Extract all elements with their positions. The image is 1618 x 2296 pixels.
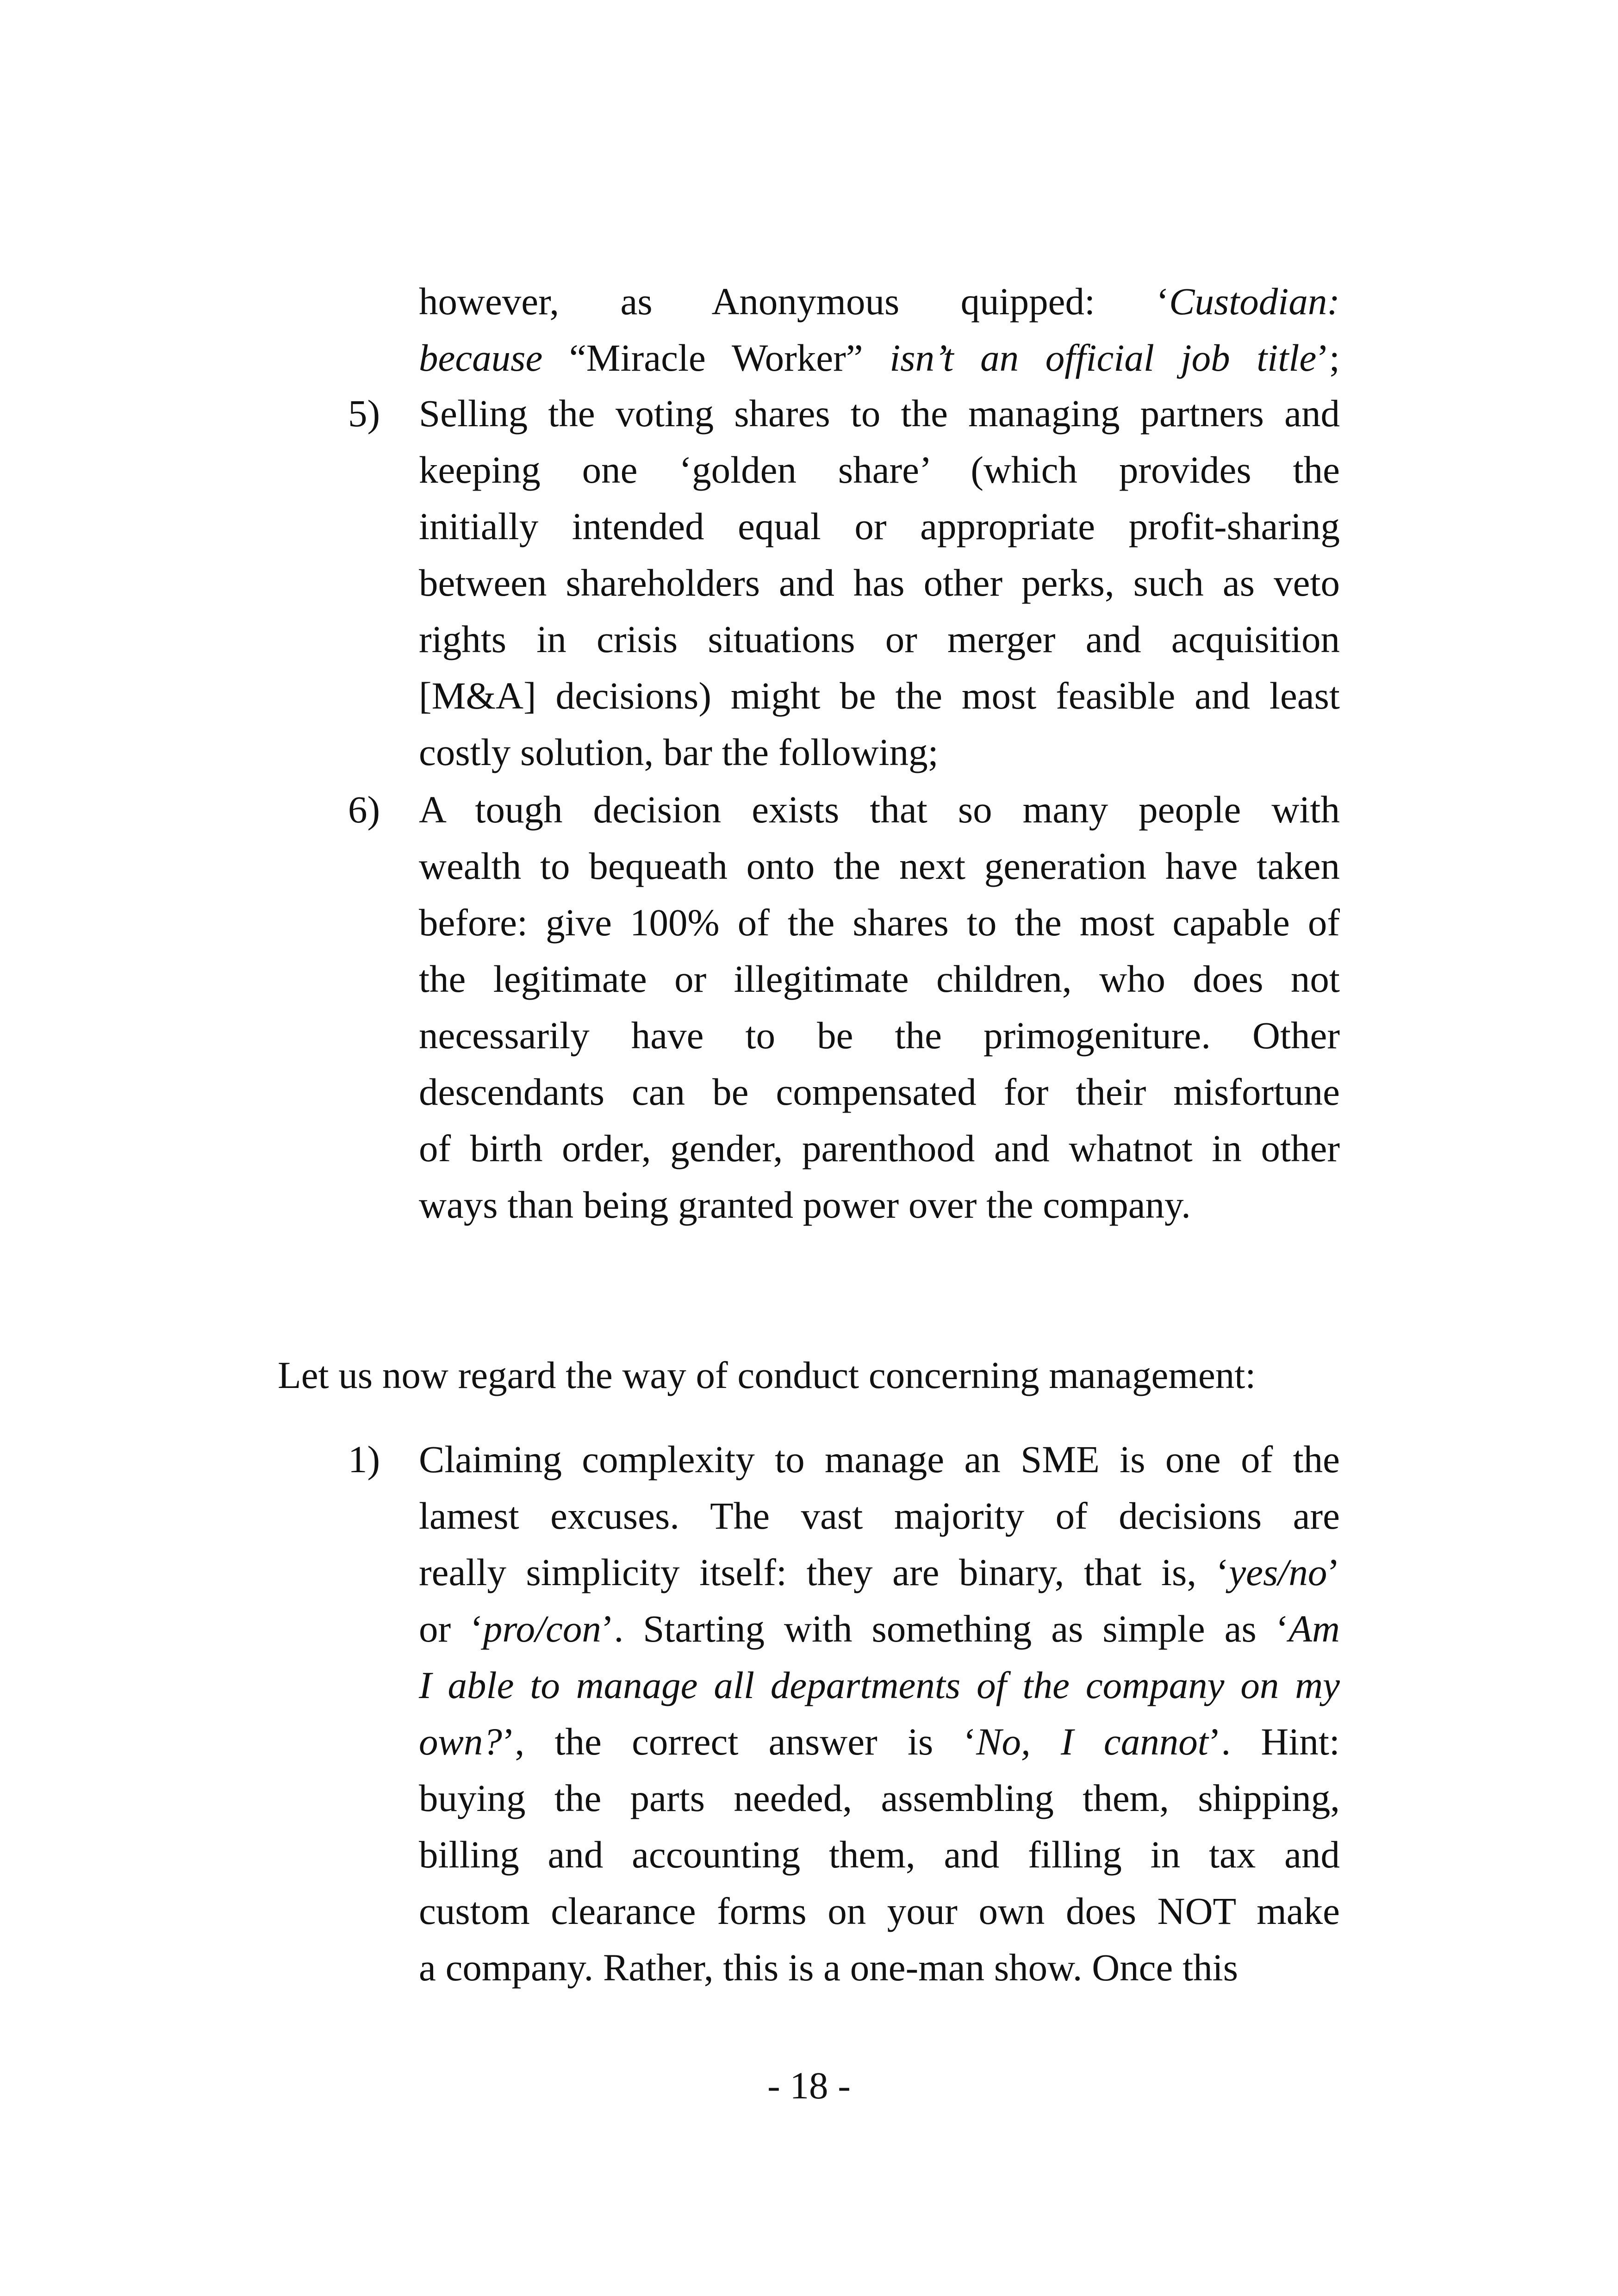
- text-segment: ’;: [1316, 336, 1340, 379]
- text-line: [419, 838, 1340, 894]
- italic-text: Am: [1288, 1607, 1340, 1650]
- italic-text: own?: [419, 1720, 502, 1763]
- text-segment: buying the parts needed, assembling them, shipping,: [419, 1777, 1340, 1819]
- text-line: [419, 442, 1340, 498]
- text-line: [419, 894, 1340, 951]
- text-segment: initially intended equal or appropriate profit-sharing: [419, 505, 1340, 548]
- text-line: [419, 498, 1340, 554]
- text-segment: wealth to bequeath onto the next generation have taken: [419, 845, 1340, 887]
- text-line: [419, 554, 1340, 611]
- text-segment: ’. Starting with something as simple as ‘: [601, 1607, 1289, 1650]
- italic-text: I able to manage all departments of the company on my: [419, 1664, 1340, 1706]
- italic-text: because: [419, 336, 543, 379]
- text-line: [419, 1600, 1340, 1657]
- italic-text: pro/con: [483, 1607, 601, 1650]
- text-segment: ’, the correct answer is ‘: [502, 1720, 977, 1763]
- text-segment: Claiming complexity to manage an SME is one of the: [419, 1438, 1340, 1481]
- text-line: [419, 1176, 1340, 1233]
- list-number: 1): [348, 1438, 380, 1481]
- italic-text: No, I cannot: [976, 1720, 1208, 1763]
- text-line: [419, 1713, 1340, 1770]
- text-segment: lamest excuses. The vast majority of decisions are: [419, 1494, 1340, 1537]
- text-segment: necessarily have to be the primogeniture. Other: [419, 1014, 1340, 1057]
- text-segment: ’. Hint:: [1208, 1720, 1340, 1763]
- text-segment: or ‘: [419, 1607, 483, 1650]
- text-segment: ’: [1327, 1551, 1340, 1593]
- text-line: [419, 951, 1340, 1007]
- text-segment: keeping one ‘golden share’ (which provides the: [419, 448, 1340, 491]
- text-line: [419, 1007, 1340, 1064]
- text-segment: Selling the voting shares to the managing partners and: [419, 392, 1340, 435]
- text-segment: rights in crisis situations or merger and acquisition: [419, 618, 1340, 660]
- italic-text: isn’t an official job title: [890, 336, 1317, 379]
- text-segment: [M&A] decisions) might be the most feasible and least: [419, 674, 1340, 717]
- text-segment: descendants can be compensated for their misfortune: [419, 1070, 1340, 1113]
- text-line: [419, 781, 1340, 838]
- text-segment: billing and accounting them, and filling in tax and: [419, 1833, 1340, 1876]
- text-segment: ways than being granted power over the company.: [419, 1183, 1191, 1226]
- text-line: [419, 1826, 1340, 1883]
- intro-paragraph: Let us now regard the way of conduct concerning management:: [278, 1354, 1256, 1396]
- text-line: [419, 724, 1340, 780]
- italic-text: yes/no: [1229, 1551, 1327, 1593]
- list-number: 5): [348, 392, 380, 435]
- text-segment: between shareholders and has other perks, such as veto: [419, 561, 1340, 604]
- text-segment: really simplicity itself: they are binary, that is, ‘: [419, 1551, 1229, 1593]
- text-line: [419, 385, 1340, 442]
- text-line: [419, 667, 1340, 724]
- list-number: 6): [348, 788, 380, 831]
- text-line: [419, 330, 1340, 386]
- text-segment: A tough decision exists that so many people with: [419, 788, 1340, 831]
- text-line: [419, 611, 1340, 667]
- text-line: [419, 1064, 1340, 1120]
- text-line: [419, 1120, 1340, 1176]
- text-segment: a company. Rather, this is a one-man show. Once this: [419, 1946, 1238, 1989]
- text-segment: the legitimate or illegitimate children, who does not: [419, 958, 1340, 1000]
- text-line: [419, 1883, 1340, 1939]
- text-line: [419, 1431, 1340, 1487]
- text-line: [419, 273, 1340, 330]
- text-segment: of birth order, gender, parenthood and whatnot in other: [419, 1127, 1340, 1170]
- text-segment: costly solution, bar the following;: [419, 731, 939, 773]
- text-line: [419, 1770, 1340, 1826]
- italic-text: Custodian:: [1169, 280, 1340, 323]
- text-segment: “Miracle Worker”: [542, 336, 890, 379]
- text-line: [419, 1487, 1340, 1544]
- text-segment: before: give 100% of the shares to the most capable of: [419, 901, 1340, 944]
- text-line: [419, 1544, 1340, 1600]
- text-line: [419, 1939, 1340, 1996]
- text-segment: custom clearance forms on your own does NOT make: [419, 1890, 1340, 1932]
- page-number: - 18 -: [767, 2064, 851, 2107]
- text-segment: however, as Anonymous quipped: ‘: [419, 280, 1170, 323]
- text-line: [419, 1657, 1340, 1713]
